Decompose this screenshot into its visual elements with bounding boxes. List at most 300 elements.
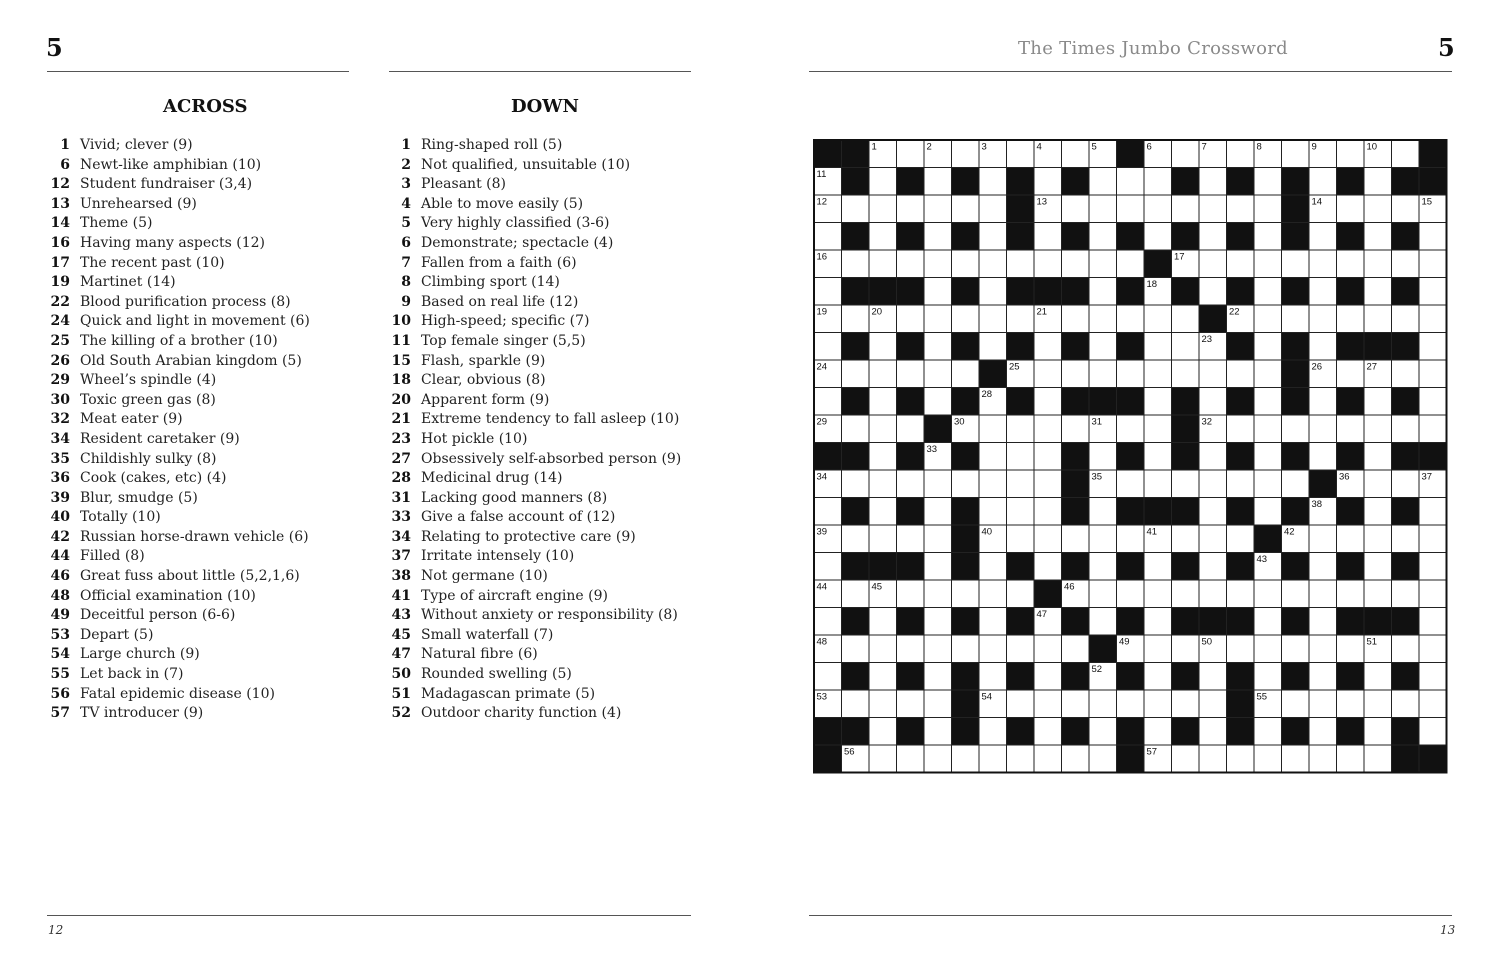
white-cell[interactable] xyxy=(1419,388,1447,416)
white-cell[interactable] xyxy=(1254,745,1282,773)
white-cell[interactable] xyxy=(1172,305,1200,333)
white-cell[interactable] xyxy=(1227,470,1255,498)
white-cell[interactable] xyxy=(979,635,1007,663)
white-cell[interactable] xyxy=(1117,168,1145,196)
white-cell[interactable] xyxy=(1309,305,1337,333)
white-cell[interactable] xyxy=(1089,553,1117,581)
white-cell[interactable] xyxy=(1364,415,1392,443)
white-cell[interactable] xyxy=(979,278,1007,306)
white-cell[interactable] xyxy=(1034,525,1062,553)
white-cell[interactable] xyxy=(1254,195,1282,223)
white-cell[interactable] xyxy=(1144,415,1172,443)
white-cell[interactable] xyxy=(1089,608,1117,636)
white-cell[interactable] xyxy=(1199,360,1227,388)
white-cell[interactable] xyxy=(1062,635,1090,663)
white-cell[interactable] xyxy=(814,278,842,306)
white-cell[interactable] xyxy=(1144,580,1172,608)
white-cell[interactable] xyxy=(1227,580,1255,608)
white-cell[interactable] xyxy=(1172,333,1200,361)
white-cell[interactable] xyxy=(1034,250,1062,278)
white-cell[interactable] xyxy=(1172,140,1200,168)
white-cell[interactable] xyxy=(1117,195,1145,223)
white-cell[interactable] xyxy=(1007,250,1035,278)
white-cell[interactable] xyxy=(869,690,897,718)
white-cell[interactable] xyxy=(1199,553,1227,581)
white-cell[interactable] xyxy=(1034,388,1062,416)
white-cell[interactable] xyxy=(1199,278,1227,306)
white-cell[interactable] xyxy=(979,470,1007,498)
white-cell[interactable] xyxy=(1392,415,1420,443)
white-cell[interactable] xyxy=(1089,498,1117,526)
white-cell[interactable] xyxy=(924,498,952,526)
white-cell[interactable] xyxy=(1337,250,1365,278)
white-cell[interactable] xyxy=(924,278,952,306)
white-cell[interactable] xyxy=(979,443,1007,471)
white-cell[interactable] xyxy=(1089,360,1117,388)
white-cell[interactable] xyxy=(1172,635,1200,663)
white-cell[interactable] xyxy=(897,140,925,168)
white-cell[interactable] xyxy=(842,525,870,553)
white-cell[interactable] xyxy=(1089,690,1117,718)
crossword-grid[interactable] xyxy=(813,139,1448,774)
white-cell[interactable] xyxy=(1254,168,1282,196)
white-cell[interactable] xyxy=(1309,278,1337,306)
white-cell[interactable] xyxy=(1144,360,1172,388)
white-cell[interactable] xyxy=(814,553,842,581)
white-cell[interactable] xyxy=(1254,388,1282,416)
white-cell[interactable] xyxy=(1034,223,1062,251)
white-cell[interactable] xyxy=(842,580,870,608)
white-cell[interactable] xyxy=(897,360,925,388)
white-cell[interactable] xyxy=(1089,250,1117,278)
white-cell[interactable] xyxy=(1172,525,1200,553)
white-cell[interactable] xyxy=(897,525,925,553)
white-cell[interactable] xyxy=(1199,690,1227,718)
white-cell[interactable] xyxy=(924,663,952,691)
white-cell[interactable] xyxy=(1364,525,1392,553)
white-cell[interactable] xyxy=(1007,635,1035,663)
white-cell[interactable] xyxy=(1199,195,1227,223)
white-cell[interactable] xyxy=(869,635,897,663)
white-cell[interactable] xyxy=(1089,443,1117,471)
white-cell[interactable] xyxy=(952,305,980,333)
white-cell[interactable] xyxy=(1419,635,1447,663)
white-cell[interactable] xyxy=(1309,168,1337,196)
white-cell[interactable] xyxy=(1062,250,1090,278)
white-cell[interactable] xyxy=(1254,223,1282,251)
white-cell[interactable] xyxy=(1117,415,1145,443)
white-cell[interactable] xyxy=(842,250,870,278)
white-cell[interactable] xyxy=(1144,470,1172,498)
white-cell[interactable] xyxy=(1199,470,1227,498)
white-cell[interactable] xyxy=(814,333,842,361)
white-cell[interactable] xyxy=(1337,745,1365,773)
white-cell[interactable] xyxy=(1062,140,1090,168)
white-cell[interactable] xyxy=(1034,415,1062,443)
white-cell[interactable] xyxy=(924,608,952,636)
white-cell[interactable] xyxy=(924,333,952,361)
white-cell[interactable] xyxy=(1419,305,1447,333)
white-cell[interactable] xyxy=(869,470,897,498)
white-cell[interactable] xyxy=(842,360,870,388)
white-cell[interactable] xyxy=(1282,580,1310,608)
white-cell[interactable] xyxy=(1392,470,1420,498)
white-cell[interactable] xyxy=(1089,525,1117,553)
white-cell[interactable] xyxy=(869,663,897,691)
white-cell[interactable] xyxy=(1144,388,1172,416)
white-cell[interactable] xyxy=(1309,333,1337,361)
white-cell[interactable] xyxy=(1392,525,1420,553)
white-cell[interactable] xyxy=(1254,608,1282,636)
white-cell[interactable] xyxy=(1392,140,1420,168)
white-cell[interactable] xyxy=(1199,580,1227,608)
white-cell[interactable] xyxy=(1419,525,1447,553)
white-cell[interactable] xyxy=(924,525,952,553)
white-cell[interactable] xyxy=(1227,140,1255,168)
white-cell[interactable] xyxy=(1034,498,1062,526)
white-cell[interactable] xyxy=(1117,305,1145,333)
white-cell[interactable] xyxy=(1199,388,1227,416)
white-cell[interactable] xyxy=(924,250,952,278)
white-cell[interactable] xyxy=(1089,278,1117,306)
white-cell[interactable] xyxy=(1254,333,1282,361)
white-cell[interactable] xyxy=(1254,580,1282,608)
white-cell[interactable] xyxy=(979,223,1007,251)
white-cell[interactable] xyxy=(842,690,870,718)
white-cell[interactable] xyxy=(952,580,980,608)
white-cell[interactable] xyxy=(1309,580,1337,608)
white-cell[interactable] xyxy=(1254,278,1282,306)
white-cell[interactable] xyxy=(1419,663,1447,691)
white-cell[interactable] xyxy=(979,250,1007,278)
white-cell[interactable] xyxy=(1117,360,1145,388)
white-cell[interactable] xyxy=(952,140,980,168)
white-cell[interactable] xyxy=(869,333,897,361)
white-cell[interactable] xyxy=(842,415,870,443)
white-cell[interactable] xyxy=(979,745,1007,773)
white-cell[interactable] xyxy=(869,168,897,196)
white-cell[interactable] xyxy=(1007,415,1035,443)
white-cell[interactable] xyxy=(869,388,897,416)
white-cell[interactable] xyxy=(1089,580,1117,608)
white-cell[interactable] xyxy=(1089,718,1117,746)
white-cell[interactable] xyxy=(1392,580,1420,608)
white-cell[interactable] xyxy=(1337,360,1365,388)
white-cell[interactable] xyxy=(1419,360,1447,388)
white-cell[interactable] xyxy=(1282,470,1310,498)
white-cell[interactable] xyxy=(1364,745,1392,773)
white-cell[interactable] xyxy=(924,360,952,388)
white-cell[interactable] xyxy=(1364,195,1392,223)
white-cell[interactable] xyxy=(869,443,897,471)
white-cell[interactable] xyxy=(1144,553,1172,581)
white-cell[interactable] xyxy=(1364,305,1392,333)
white-cell[interactable] xyxy=(1419,580,1447,608)
white-cell[interactable] xyxy=(1062,360,1090,388)
white-cell[interactable] xyxy=(1089,195,1117,223)
white-cell[interactable] xyxy=(1199,745,1227,773)
white-cell[interactable] xyxy=(952,635,980,663)
white-cell[interactable] xyxy=(1117,690,1145,718)
white-cell[interactable] xyxy=(1034,168,1062,196)
white-cell[interactable] xyxy=(1144,195,1172,223)
white-cell[interactable] xyxy=(924,553,952,581)
white-cell[interactable] xyxy=(1007,305,1035,333)
white-cell[interactable] xyxy=(869,415,897,443)
white-cell[interactable] xyxy=(1337,525,1365,553)
white-cell[interactable] xyxy=(1337,140,1365,168)
white-cell[interactable] xyxy=(1309,443,1337,471)
white-cell[interactable] xyxy=(1282,415,1310,443)
white-cell[interactable] xyxy=(1172,195,1200,223)
white-cell[interactable] xyxy=(1034,470,1062,498)
white-cell[interactable] xyxy=(1419,278,1447,306)
white-cell[interactable] xyxy=(1337,580,1365,608)
white-cell[interactable] xyxy=(924,690,952,718)
white-cell[interactable] xyxy=(924,168,952,196)
white-cell[interactable] xyxy=(1034,553,1062,581)
white-cell[interactable] xyxy=(1089,745,1117,773)
white-cell[interactable] xyxy=(1364,388,1392,416)
white-cell[interactable] xyxy=(897,415,925,443)
white-cell[interactable] xyxy=(1144,443,1172,471)
white-cell[interactable] xyxy=(1144,690,1172,718)
white-cell[interactable] xyxy=(924,195,952,223)
white-cell[interactable] xyxy=(1172,470,1200,498)
white-cell[interactable] xyxy=(1282,635,1310,663)
white-cell[interactable] xyxy=(924,718,952,746)
white-cell[interactable] xyxy=(1419,690,1447,718)
white-cell[interactable] xyxy=(979,553,1007,581)
white-cell[interactable] xyxy=(979,498,1007,526)
white-cell[interactable] xyxy=(897,635,925,663)
white-cell[interactable] xyxy=(1199,250,1227,278)
white-cell[interactable] xyxy=(1144,608,1172,636)
white-cell[interactable] xyxy=(1144,718,1172,746)
white-cell[interactable] xyxy=(1282,250,1310,278)
white-cell[interactable] xyxy=(924,580,952,608)
white-cell[interactable] xyxy=(1089,168,1117,196)
white-cell[interactable] xyxy=(1007,140,1035,168)
white-cell[interactable] xyxy=(1034,663,1062,691)
white-cell[interactable] xyxy=(814,608,842,636)
white-cell[interactable] xyxy=(1007,498,1035,526)
white-cell[interactable] xyxy=(897,250,925,278)
white-cell[interactable] xyxy=(1199,718,1227,746)
white-cell[interactable] xyxy=(1309,388,1337,416)
white-cell[interactable] xyxy=(1144,663,1172,691)
white-cell[interactable] xyxy=(979,663,1007,691)
white-cell[interactable] xyxy=(1034,333,1062,361)
white-cell[interactable] xyxy=(1254,443,1282,471)
white-cell[interactable] xyxy=(1419,718,1447,746)
white-cell[interactable] xyxy=(869,608,897,636)
white-cell[interactable] xyxy=(1337,195,1365,223)
white-cell[interactable] xyxy=(1227,635,1255,663)
white-cell[interactable] xyxy=(897,305,925,333)
white-cell[interactable] xyxy=(1392,690,1420,718)
white-cell[interactable] xyxy=(1392,635,1420,663)
white-cell[interactable] xyxy=(897,470,925,498)
white-cell[interactable] xyxy=(1282,745,1310,773)
white-cell[interactable] xyxy=(979,415,1007,443)
white-cell[interactable] xyxy=(1172,580,1200,608)
white-cell[interactable] xyxy=(1117,470,1145,498)
white-cell[interactable] xyxy=(1309,415,1337,443)
white-cell[interactable] xyxy=(1364,168,1392,196)
white-cell[interactable] xyxy=(1309,745,1337,773)
white-cell[interactable] xyxy=(1117,580,1145,608)
white-cell[interactable] xyxy=(1227,415,1255,443)
white-cell[interactable] xyxy=(1199,525,1227,553)
white-cell[interactable] xyxy=(897,690,925,718)
white-cell[interactable] xyxy=(1419,333,1447,361)
white-cell[interactable] xyxy=(1254,470,1282,498)
white-cell[interactable] xyxy=(1034,360,1062,388)
white-cell[interactable] xyxy=(1309,553,1337,581)
white-cell[interactable] xyxy=(814,498,842,526)
white-cell[interactable] xyxy=(979,608,1007,636)
white-cell[interactable] xyxy=(1364,718,1392,746)
white-cell[interactable] xyxy=(1392,250,1420,278)
white-cell[interactable] xyxy=(1309,250,1337,278)
white-cell[interactable] xyxy=(1254,250,1282,278)
white-cell[interactable] xyxy=(1199,498,1227,526)
white-cell[interactable] xyxy=(869,718,897,746)
white-cell[interactable] xyxy=(1172,690,1200,718)
white-cell[interactable] xyxy=(1144,635,1172,663)
white-cell[interactable] xyxy=(842,195,870,223)
white-cell[interactable] xyxy=(1227,360,1255,388)
white-cell[interactable] xyxy=(814,223,842,251)
white-cell[interactable] xyxy=(1337,415,1365,443)
white-cell[interactable] xyxy=(1062,415,1090,443)
white-cell[interactable] xyxy=(1172,745,1200,773)
white-cell[interactable] xyxy=(979,580,1007,608)
white-cell[interactable] xyxy=(842,470,870,498)
white-cell[interactable] xyxy=(1364,663,1392,691)
white-cell[interactable] xyxy=(1419,498,1447,526)
white-cell[interactable] xyxy=(1309,525,1337,553)
white-cell[interactable] xyxy=(1392,195,1420,223)
white-cell[interactable] xyxy=(952,250,980,278)
white-cell[interactable] xyxy=(1199,223,1227,251)
white-cell[interactable] xyxy=(1227,250,1255,278)
white-cell[interactable] xyxy=(1089,223,1117,251)
white-cell[interactable] xyxy=(1062,525,1090,553)
white-cell[interactable] xyxy=(924,223,952,251)
white-cell[interactable] xyxy=(1364,250,1392,278)
white-cell[interactable] xyxy=(1062,690,1090,718)
white-cell[interactable] xyxy=(1144,223,1172,251)
white-cell[interactable] xyxy=(869,498,897,526)
white-cell[interactable] xyxy=(952,360,980,388)
white-cell[interactable] xyxy=(1337,690,1365,718)
white-cell[interactable] xyxy=(1364,690,1392,718)
white-cell[interactable] xyxy=(1034,690,1062,718)
white-cell[interactable] xyxy=(1007,443,1035,471)
white-cell[interactable] xyxy=(814,388,842,416)
white-cell[interactable] xyxy=(869,360,897,388)
white-cell[interactable] xyxy=(952,470,980,498)
white-cell[interactable] xyxy=(1364,223,1392,251)
white-cell[interactable] xyxy=(1364,553,1392,581)
white-cell[interactable] xyxy=(924,388,952,416)
white-cell[interactable] xyxy=(1337,635,1365,663)
white-cell[interactable] xyxy=(1007,690,1035,718)
white-cell[interactable] xyxy=(897,580,925,608)
white-cell[interactable] xyxy=(1117,250,1145,278)
white-cell[interactable] xyxy=(1062,745,1090,773)
white-cell[interactable] xyxy=(1254,498,1282,526)
white-cell[interactable] xyxy=(1089,305,1117,333)
white-cell[interactable] xyxy=(1419,250,1447,278)
white-cell[interactable] xyxy=(1419,415,1447,443)
white-cell[interactable] xyxy=(1227,745,1255,773)
white-cell[interactable] xyxy=(1364,580,1392,608)
white-cell[interactable] xyxy=(1309,635,1337,663)
white-cell[interactable] xyxy=(1364,498,1392,526)
white-cell[interactable] xyxy=(1007,525,1035,553)
white-cell[interactable] xyxy=(1144,305,1172,333)
white-cell[interactable] xyxy=(842,305,870,333)
white-cell[interactable] xyxy=(1117,525,1145,553)
white-cell[interactable] xyxy=(1034,443,1062,471)
white-cell[interactable] xyxy=(1007,745,1035,773)
white-cell[interactable] xyxy=(1254,360,1282,388)
white-cell[interactable] xyxy=(1282,140,1310,168)
white-cell[interactable] xyxy=(1254,663,1282,691)
white-cell[interactable] xyxy=(1227,195,1255,223)
white-cell[interactable] xyxy=(1309,608,1337,636)
white-cell[interactable] xyxy=(979,718,1007,746)
white-cell[interactable] xyxy=(952,745,980,773)
white-cell[interactable] xyxy=(1309,663,1337,691)
white-cell[interactable] xyxy=(1364,470,1392,498)
white-cell[interactable] xyxy=(1034,718,1062,746)
white-cell[interactable] xyxy=(869,250,897,278)
white-cell[interactable] xyxy=(1172,360,1200,388)
white-cell[interactable] xyxy=(1144,333,1172,361)
white-cell[interactable] xyxy=(1254,635,1282,663)
white-cell[interactable] xyxy=(1254,415,1282,443)
white-cell[interactable] xyxy=(869,525,897,553)
white-cell[interactable] xyxy=(814,663,842,691)
white-cell[interactable] xyxy=(1254,718,1282,746)
white-cell[interactable] xyxy=(1254,305,1282,333)
white-cell[interactable] xyxy=(1034,635,1062,663)
white-cell[interactable] xyxy=(1419,553,1447,581)
white-cell[interactable] xyxy=(869,223,897,251)
white-cell[interactable] xyxy=(1309,690,1337,718)
white-cell[interactable] xyxy=(1364,443,1392,471)
white-cell[interactable] xyxy=(952,195,980,223)
white-cell[interactable] xyxy=(1282,690,1310,718)
white-cell[interactable] xyxy=(1007,470,1035,498)
white-cell[interactable] xyxy=(842,635,870,663)
white-cell[interactable] xyxy=(1199,168,1227,196)
white-cell[interactable] xyxy=(897,195,925,223)
white-cell[interactable] xyxy=(1034,745,1062,773)
white-cell[interactable] xyxy=(1007,580,1035,608)
white-cell[interactable] xyxy=(924,470,952,498)
white-cell[interactable] xyxy=(1364,278,1392,306)
white-cell[interactable] xyxy=(979,305,1007,333)
white-cell[interactable] xyxy=(979,168,1007,196)
white-cell[interactable] xyxy=(869,745,897,773)
white-cell[interactable] xyxy=(1062,305,1090,333)
white-cell[interactable] xyxy=(979,333,1007,361)
